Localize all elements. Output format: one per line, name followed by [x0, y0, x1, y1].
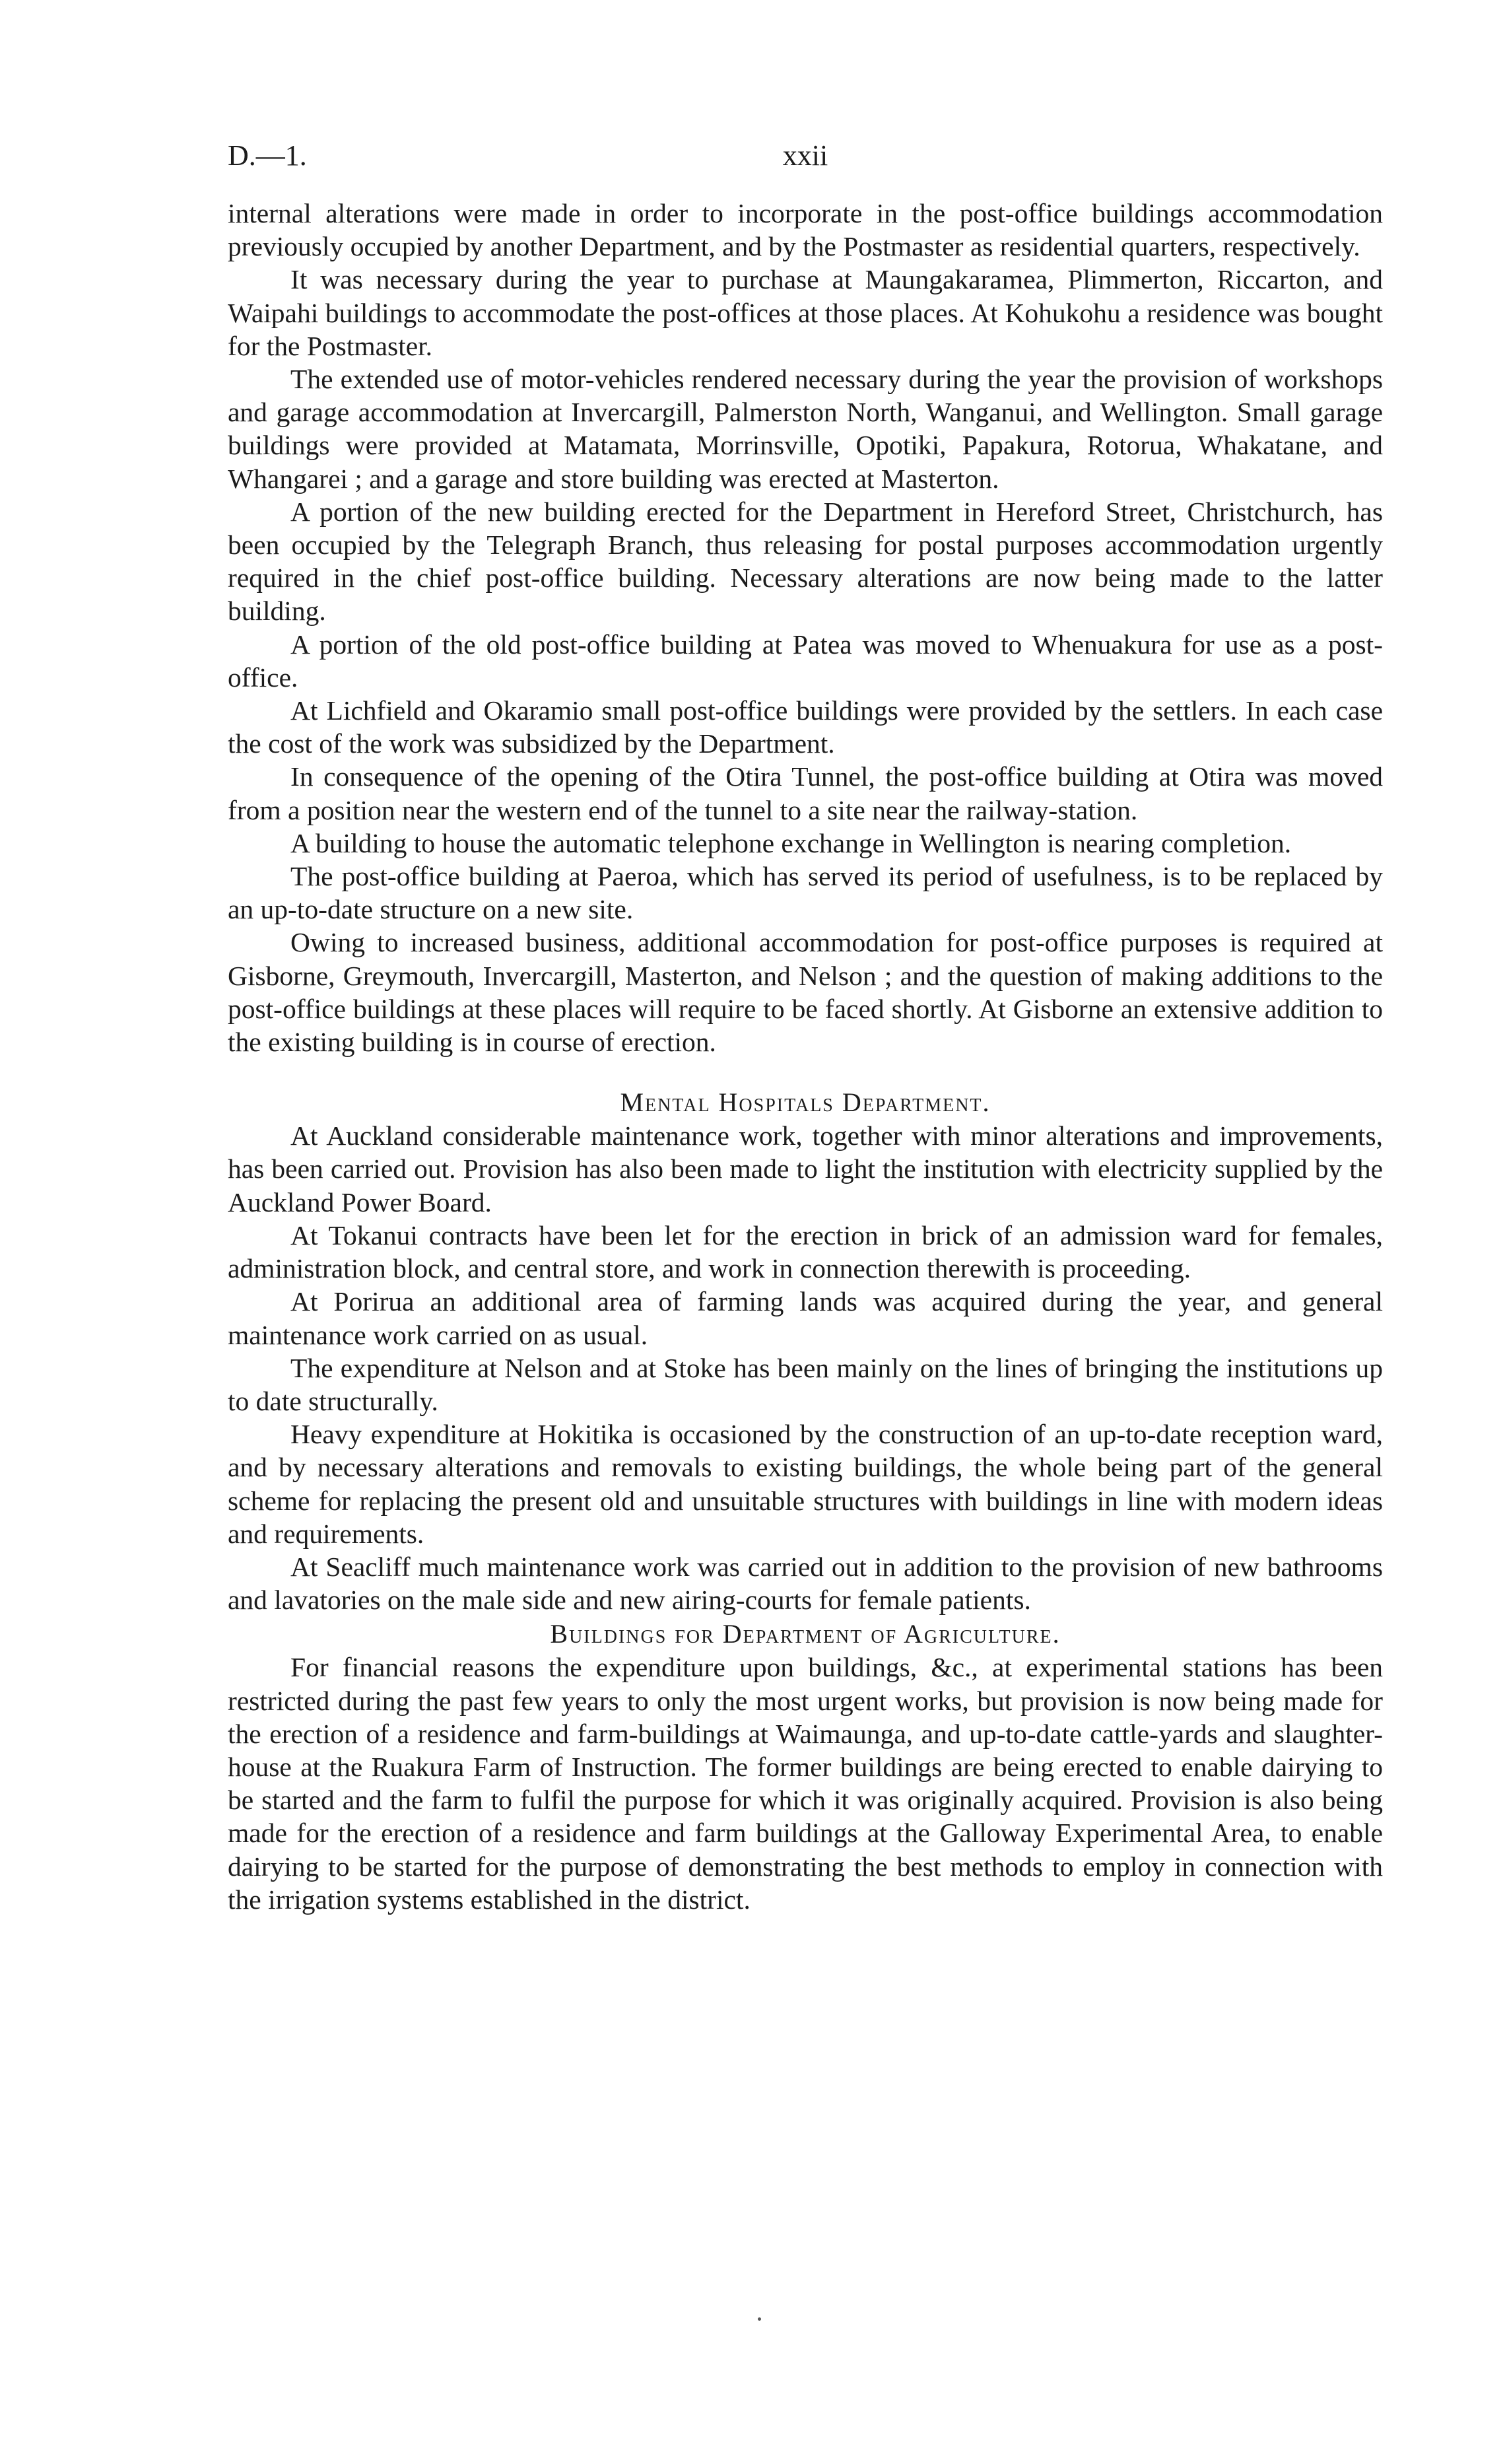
- paragraph: The expenditure at Nelson and at Stoke has been mainly on the lines of bringing the institutions up to date structurally.: [228, 1352, 1383, 1416]
- section-heading-mental-hospitals: Mental Hospitals Department.: [620, 1087, 991, 1118]
- page-number: xxii: [782, 139, 828, 172]
- paragraph: The post-office building at Paeroa, which has served its period of usefulness, is to be replaced by an up-to-date structure on a new site.: [228, 861, 1383, 925]
- paragraph: At Seacliff much maintenance work was carried out in addition to the provision of new bathrooms and lavatories on the male side and new airing-courts for female patients.: [228, 1551, 1383, 1616]
- paragraph: For financial reasons the expenditure upon buildings, &c., at experimental stations has been restricted during the past few years to only the most urgent works, but provision is now being made for the erection of a residence and farm-buildings at Waimaunga, and up-to-date cattle-yards and slaughter-house at the Ruakura Farm of Instruction. The former buildings are being erected to enable dairying to be started and the farm to fulfil the purpose for which it was originally acquired. Provision is also being made for the erection of a residence and farm buildings at the Galloway Experimental Area, to enable dairying to be started for the purpose of demonstrating the best methods to employ in connection with the irrigation systems established in the district.: [228, 1652, 1383, 1915]
- paragraph: At Lichfield and Okaramio small post-office buildings were provided by the settlers. In each case the cost of the work was subsidized by the Department.: [228, 695, 1383, 759]
- continuation-paragraph: internal alterations were made in order to incorporate in the post-office buildings accommodation previously occupied by another Department, and by the Postmaster as residential quarters, respectively.: [228, 198, 1383, 262]
- paragraph: At Tokanui contracts have been let for the erection in brick of an admission ward for females, administration block, and central store, and work in connection therewith is proceeding.: [228, 1219, 1383, 1284]
- paragraph: In consequence of the opening of the Otira Tunnel, the post-office building at Otira was moved from a position near the western end of the tunnel to a site near the railway-station.: [228, 761, 1383, 825]
- page-header: [228, 136, 1383, 176]
- body-text: [228, 197, 1383, 1916]
- print-mark: [758, 2317, 761, 2321]
- document-reference: D.—1.: [228, 139, 307, 172]
- paragraph: A building to house the automatic telephone exchange in Wellington is nearing completion.: [290, 827, 1292, 858]
- paragraph: Owing to increased business, additional accommodation for post-office purposes is required at Gisborne, Greymouth, Invercargill, Masterton, and Nelson ; and the question of making additions to the post-office buildings at these places will require to be faced shortly. At Gisborne an extensive addition to the existing building is in course of erection.: [228, 927, 1383, 1058]
- paragraph: The extended use of motor-vehicles rendered necessary during the year the provision of workshops and garage accommodation at Invercargill, Palmerston North, Wanganui, and Wellington. Small garage buildings were provided at Matamata, Morrinsville, Opotiki, Papakura, Rotorua, Whakatane, and Whangarei ; and a garage and store building was erected at Masterton.: [228, 364, 1383, 494]
- paragraph: It was necessary during the year to purchase at Maungakaramea, Plimmerton, Riccarton, and Waipahi buildings to accommodate the post-offices at those places. At Kohukohu a residence was bought for the Postmaster.: [228, 264, 1383, 361]
- paragraph: Heavy expenditure at Hokitika is occasioned by the construction of an up-to-date reception ward, and by necessary alterations and removals to existing buildings, the whole being part of the general scheme for replacing the present old and unsuitable structures with buildings in line with modern ideas and requirements.: [228, 1419, 1383, 1549]
- section-heading-agriculture: Buildings for Department of Agriculture.: [550, 1619, 1061, 1649]
- paragraph: A portion of the old post-office building at Patea was moved to Whenuakura for use as a post-office.: [228, 629, 1383, 693]
- paragraph: At Auckland considerable maintenance work, together with minor alterations and improvements, has been carried out. Provision has also been made to light the institution with electricity supplied by the Auckland Power Board.: [228, 1120, 1383, 1217]
- paragraph: A portion of the new building erected for the Department in Hereford Street, Christchurch, has been occupied by the Telegraph Branch, thus releasing for postal purposes accommodation urgently required in the chief post-office building. Necessary alterations are now being made to the latter building.: [228, 496, 1383, 627]
- paragraph: At Porirua an additional area of farming lands was acquired during the year, and general maintenance work carried on as usual.: [228, 1286, 1383, 1350]
